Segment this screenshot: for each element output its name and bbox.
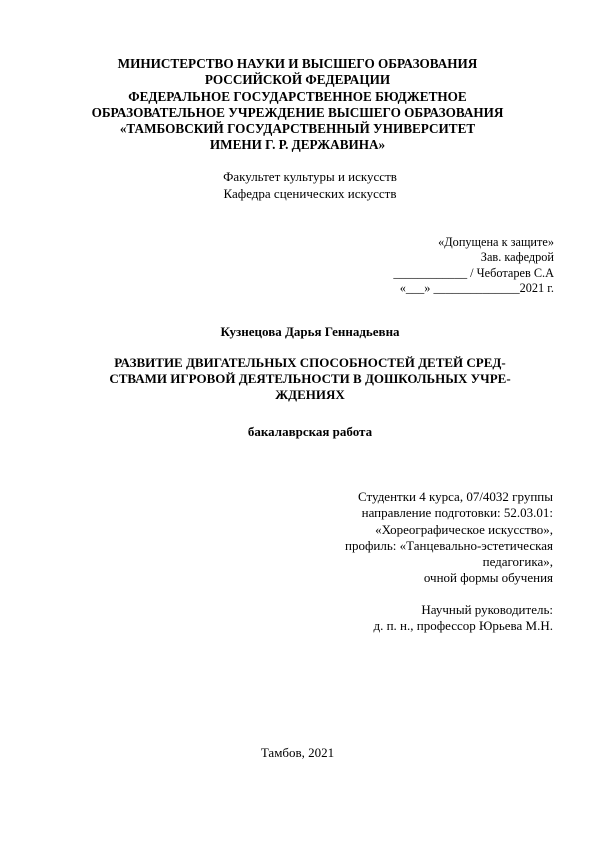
header-line: ИМЕНИ Г. Р. ДЕРЖАВИНА» (209, 137, 386, 153)
approval-line: «Допущена к защите» (438, 235, 554, 249)
supervisor-name: д. п. н., профессор Юрьева М.Н. (373, 618, 553, 634)
faculty-block (60, 169, 560, 202)
title-line: СТВАМИ ИГРОВОЙ ДЕЯТЕЛЬНОСТИ В ДОШКОЛЬНЫХ УЧРЕ- (109, 371, 511, 387)
supervisor-label: Научный руководитель: (421, 602, 553, 617)
student-line: очной формы обучения (423, 570, 553, 586)
header-line: «ТАМБОВСКИЙ ГОСУДАРСТВЕННЫЙ УНИВЕРСИТЕТ (119, 121, 476, 137)
title-line: ЖДЕНИЯХ (275, 387, 345, 403)
approval-line: Зав. кафедрой (480, 250, 554, 265)
header-line: РОССИЙСКОЙ ФЕДЕРАЦИИ (204, 72, 391, 88)
header-line: МИНИСТЕРСТВО НАУКИ И ВЫСШЕГО ОБРАЗОВАНИЯ (117, 56, 478, 71)
title-line: РАЗВИТИЕ ДВИГАТЕЛЬНЫХ СПОСОБНОСТЕЙ ДЕТЕЙ СРЕД- (114, 355, 506, 370)
approval-line: ____________ / Чеботарев С.А (393, 265, 554, 280)
student-line: педагогика», (482, 554, 553, 570)
author-name: Кузнецова Дарья Геннадьевна (220, 324, 400, 339)
student-line: «Хореографическое искусство», (375, 521, 553, 537)
department-name: Кафедра сценических искусств (223, 185, 397, 201)
approval-line: «___» ______________2021 г. (399, 280, 554, 295)
thesis-title (60, 355, 560, 404)
work-type: бакалаврская работа (247, 424, 373, 439)
student-line: профиль: «Танцевально-эстетическая (345, 537, 553, 553)
student-line: направление подготовки: 52.03.01: (361, 505, 553, 521)
header-line: ОБРАЗОВАТЕЛЬНОЕ УЧРЕЖДЕНИЕ ВЫСШЕГО ОБРАЗОВАНИЯ (91, 104, 504, 120)
institution-header (60, 56, 535, 154)
faculty-name: Факультет культуры и искусств (223, 169, 397, 184)
student-info (293, 489, 553, 587)
supervisor-info (293, 602, 553, 635)
student-line: Студентки 4 курса, 07/4032 группы (358, 489, 553, 504)
city-year: Тамбов, 2021 (260, 745, 335, 760)
header-line: ФЕДЕРАЛЬНОЕ ГОСУДАРСТВЕННОЕ БЮДЖЕТНОЕ (128, 88, 467, 104)
approval-block (294, 235, 554, 296)
